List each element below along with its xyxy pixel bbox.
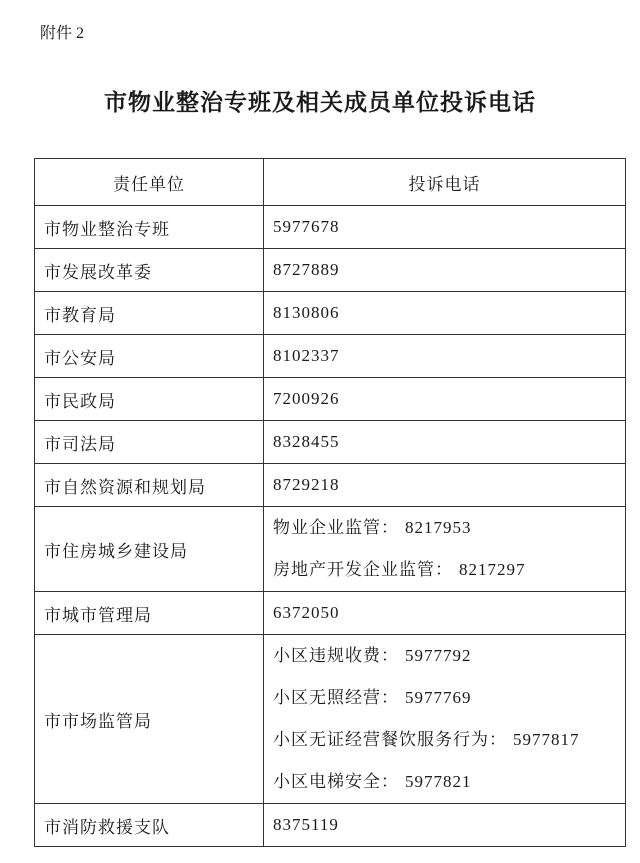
document-title: 市物业整治专班及相关成员单位投诉电话	[104, 90, 536, 116]
responsible-unit-cell: 市城市管理局	[35, 592, 264, 635]
attachment-label: 附件 2	[40, 25, 85, 42]
complaint-phone-cell	[264, 335, 626, 378]
phone-number: 8727889	[273, 260, 340, 279]
header-responsible-unit: 责任单位	[35, 159, 264, 206]
responsible-unit-cell: 市住房城乡建设局	[35, 507, 264, 592]
phone-number: 8729218	[273, 475, 340, 494]
phone-category-label: 小区无照经营：	[273, 688, 399, 708]
phone-number: 5977678	[273, 217, 340, 236]
complaint-phone-cell	[264, 421, 626, 464]
phone-number: 8130806	[273, 303, 340, 322]
phone-category-label: 物业企业监管：	[273, 518, 399, 538]
phone-number: 8217953	[405, 518, 472, 537]
table-row	[35, 635, 626, 804]
phone-entry	[273, 378, 625, 420]
table-body	[35, 206, 626, 847]
phone-entry	[273, 761, 625, 803]
responsible-unit-cell: 市市场监管局	[35, 635, 264, 804]
phone-category-label: 小区电梯安全：	[273, 772, 399, 792]
responsible-unit-cell: 市民政局	[35, 378, 264, 421]
phone-entry	[273, 507, 625, 549]
table-row	[35, 249, 626, 292]
phone-entry	[273, 635, 625, 677]
responsible-unit-cell: 市物业整治专班	[35, 206, 264, 249]
phone-entry	[273, 592, 625, 634]
phone-entry	[273, 206, 625, 248]
phone-number: 7200926	[273, 389, 340, 408]
complaint-phone-cell	[264, 592, 626, 635]
phone-number: 8102337	[273, 346, 340, 365]
phone-number: 5977817	[513, 730, 580, 749]
complaint-phone-cell	[264, 635, 626, 804]
header-complaint-phone: 投诉电话	[264, 159, 626, 206]
phone-number: 5977821	[405, 772, 472, 791]
responsible-unit-cell: 市公安局	[35, 335, 264, 378]
responsible-unit-cell: 市发展改革委	[35, 249, 264, 292]
phone-category-label: 小区违规收费：	[273, 646, 399, 666]
responsible-unit-cell: 市自然资源和规划局	[35, 464, 264, 507]
phone-entry	[273, 421, 625, 463]
table-row	[35, 292, 626, 335]
phone-entry	[273, 719, 625, 761]
complaint-phone-cell	[264, 378, 626, 421]
phone-number: 8217297	[459, 560, 526, 579]
responsible-unit-cell: 市教育局	[35, 292, 264, 335]
table-row	[35, 464, 626, 507]
table-header-row	[35, 159, 626, 206]
responsible-unit-cell: 市司法局	[35, 421, 264, 464]
complaint-phone-cell	[264, 249, 626, 292]
complaint-phone-cell	[264, 206, 626, 249]
table-row	[35, 592, 626, 635]
complaint-phone-cell	[264, 464, 626, 507]
table-row	[35, 804, 626, 847]
table-row	[35, 421, 626, 464]
complaint-phone-cell	[264, 292, 626, 335]
phone-category-label: 房地产开发企业监管：	[273, 560, 453, 580]
complaint-phone-table	[34, 158, 626, 847]
table-row	[35, 378, 626, 421]
table-row	[35, 507, 626, 592]
phone-number: 8375119	[273, 815, 339, 834]
phone-entry	[273, 804, 625, 846]
phone-entry	[273, 249, 625, 291]
table-row	[35, 206, 626, 249]
complaint-phone-cell	[264, 507, 626, 592]
phone-number: 5977792	[405, 646, 472, 665]
table-row	[35, 335, 626, 378]
phone-category-label: 小区无证经营餐饮服务行为：	[273, 730, 507, 750]
phone-entry	[273, 677, 625, 719]
phone-entry	[273, 549, 625, 591]
phone-number: 8328455	[273, 432, 340, 451]
complaint-phone-cell	[264, 804, 626, 847]
phone-entry	[273, 464, 625, 506]
phone-entry	[273, 335, 625, 377]
phone-entry	[273, 292, 625, 334]
responsible-unit-cell: 市消防救援支队	[35, 804, 264, 847]
phone-number: 5977769	[405, 688, 472, 707]
phone-number: 6372050	[273, 603, 340, 622]
